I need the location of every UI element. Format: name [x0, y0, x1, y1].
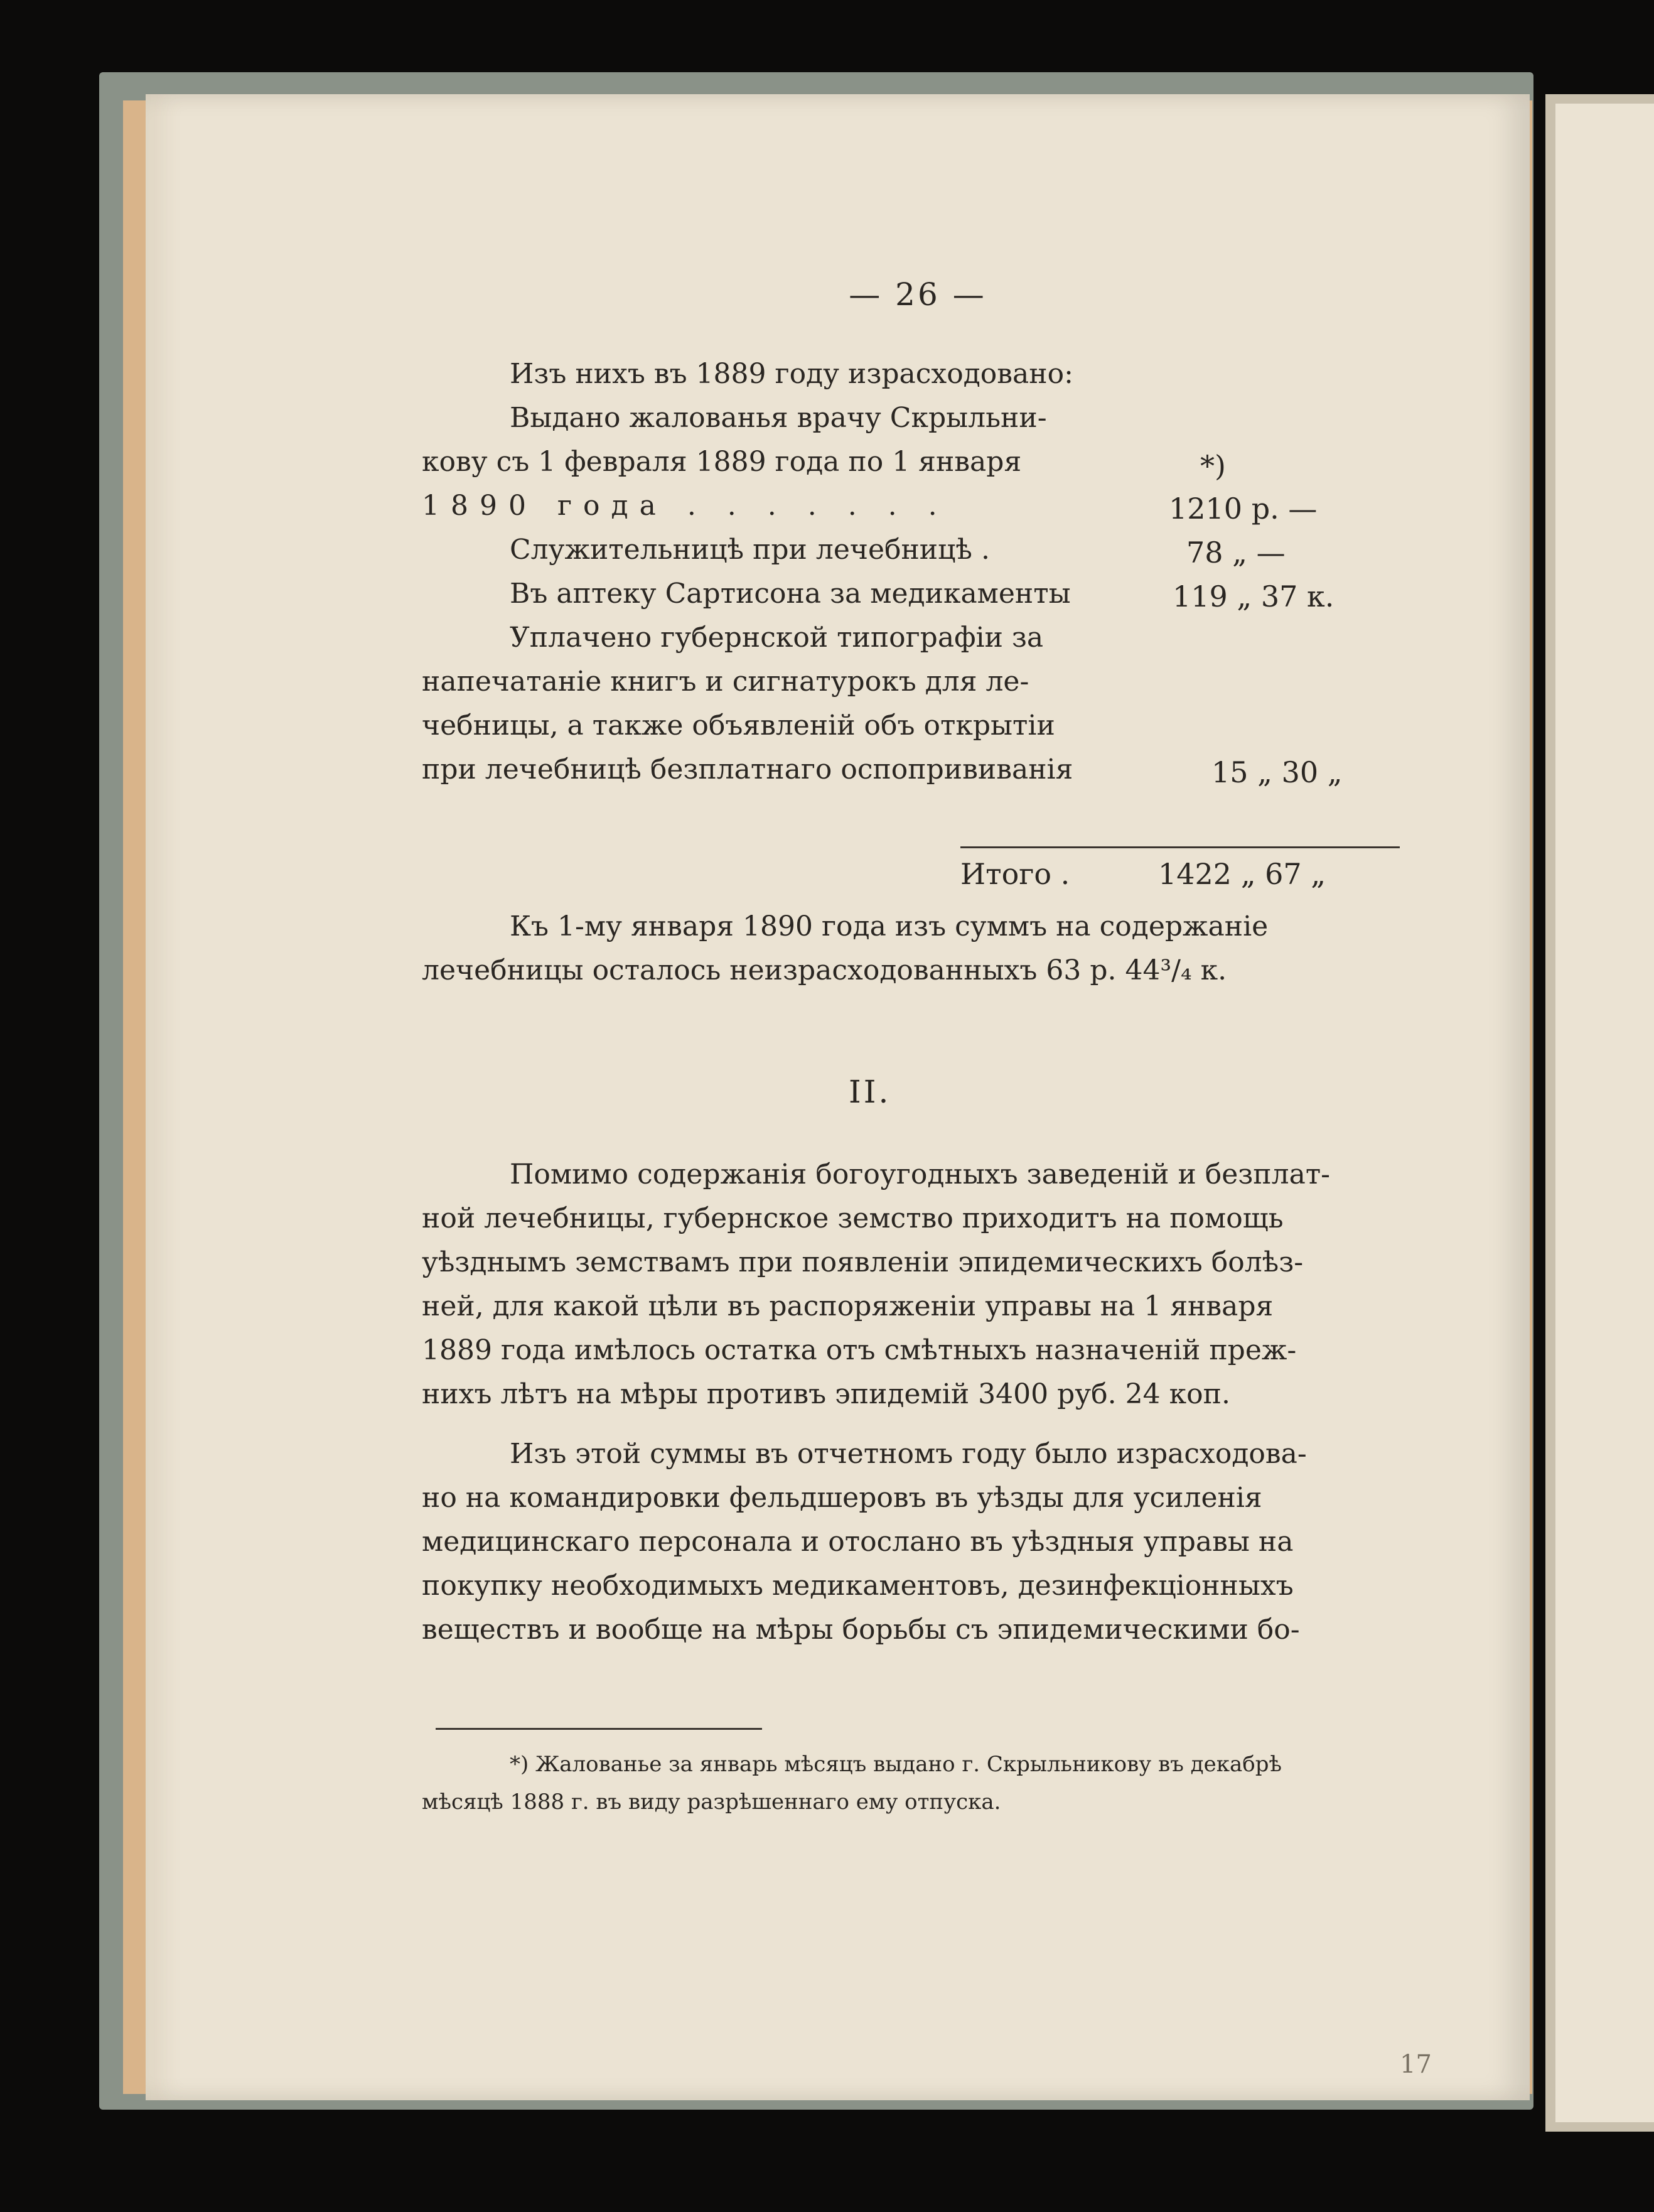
- paragraph-1-line-1: Помимо содержанія богоугодныхъ заведеній и безплат-: [510, 1158, 1331, 1190]
- footnote-line-2: мѣсяцѣ 1888 г. въ виду разрѣшеннаго ему отпуска.: [422, 1789, 1001, 1815]
- section-heading: II.: [849, 1074, 891, 1110]
- expense-item-4-line-2: напечатаніе книгъ и сигнатурокъ для ле-: [422, 666, 1029, 698]
- expense-item-4-amount: 15 „ 30 „: [1211, 755, 1343, 789]
- remainder-line-2: лечебницы осталось неизрасходованныхъ 63 р. 44³/₄ к.: [422, 954, 1227, 986]
- total-label: Итого .: [960, 857, 1070, 891]
- expense-item-3-line: Въ аптеку Сартисона за медикаменты: [510, 578, 1071, 610]
- expense-item-1-line-1: Выдано жалованья врачу Скрыльни-: [510, 402, 1047, 434]
- paragraph-2-line-3: медицинскаго персонала и отослано въ уѣздныя управы на: [422, 1526, 1294, 1558]
- expense-item-2-amount: 78 „ —: [1186, 536, 1286, 569]
- total-amount: 1422 „ 67 „: [1158, 857, 1326, 891]
- expense-item-4-line-1: Уплачено губернской типографіи за: [510, 622, 1044, 654]
- footnote-rule: [436, 1728, 762, 1730]
- paragraph-1-line-3: уѣзднымъ земствамъ при появленіи эпидемическихъ болѣз-: [422, 1246, 1304, 1278]
- paragraph-1-line-6: нихъ лѣтъ на мѣры противъ эпидемій 3400 руб. 24 коп.: [422, 1378, 1230, 1410]
- expense-item-4-line-3: чебницы, а также объявленій объ открытіи: [422, 709, 1055, 742]
- total-rule: [960, 846, 1400, 848]
- page-corner-mark: 17: [1400, 2050, 1432, 2079]
- expense-item-4-line-4: при лечебницѣ безплатнаго оспопрививанія: [422, 753, 1073, 785]
- paragraph-1-line-5: 1889 года имѣлось остатка отъ смѣтныхъ назначеній преж-: [422, 1334, 1297, 1366]
- paragraph-2-line-1: Изъ этой суммы въ отчетномъ году было израсходова-: [510, 1438, 1307, 1470]
- expense-item-1-line-2: кову съ 1 февраля 1889 года по 1 января: [422, 446, 1022, 478]
- expense-item-2-line: Служительницѣ при лечебницѣ .: [510, 534, 990, 566]
- paragraph-1-line-4: ней, для какой цѣли въ распоряженіи управы на 1 января: [422, 1290, 1274, 1322]
- expense-intro: Изъ нихъ въ 1889 году израсходовано:: [510, 358, 1073, 390]
- remainder-line-1: Къ 1-му января 1890 года изъ суммъ на содержаніе: [510, 910, 1269, 942]
- next-page: [1555, 104, 1654, 2122]
- expense-item-1-line-3: 1890 года . . . . . . .: [422, 490, 948, 522]
- paragraph-2-line-5: веществъ и вообще на мѣры борьбы съ эпидемическими бо-: [422, 1614, 1300, 1646]
- paragraph-2-line-2: но на командировки фельдшеровъ въ уѣзды для усиленія: [422, 1482, 1262, 1514]
- paragraph-1-line-2: ной лечебницы, губернское земство приходитъ на помощь: [422, 1202, 1284, 1234]
- footnote-line-1: *) Жалованье за январь мѣсяцъ выдано г. Скрыльникову въ декабрѣ: [510, 1752, 1282, 1777]
- page-number: — 26 —: [849, 276, 987, 313]
- expense-item-3-amount: 119 „ 37 к.: [1173, 580, 1334, 613]
- expense-item-1-amount: 1210 р. —: [1169, 492, 1318, 526]
- footnote-marker: *): [1200, 449, 1226, 483]
- paragraph-2-line-4: покупку необходимыхъ медикаментовъ, дезинфекціонныхъ: [422, 1570, 1294, 1602]
